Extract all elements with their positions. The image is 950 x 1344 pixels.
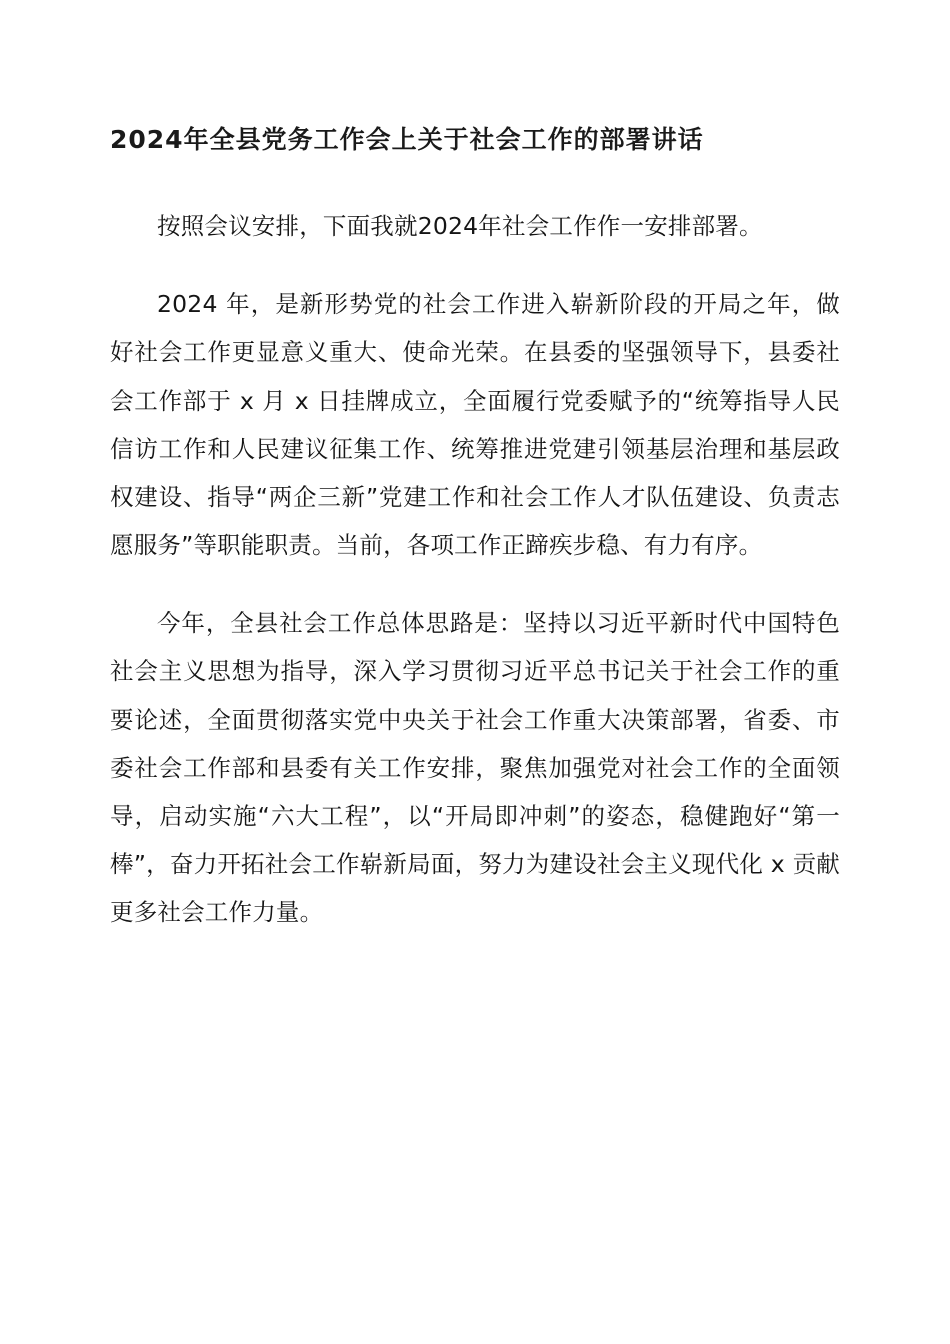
paragraph-3: 今年，全县社会工作总体思路是：坚持以习近平新时代中国特色社会主义思想为指导，深入学习贯彻习近平总书记关于社会工作的重要论述，全面贯彻落实党中央关于社会工作重大决策部署，省委、市委社会工作部和县委有关工作安排，聚焦加强党对社会工作的全面领导，启动实施“六大工程”，以“开局即冲刺”的姿态，稳健跑好“第一棒”，奋力开拓社会工作崭新局面，努力为建设社会主义现代化 x 贡献更多社会工作力量。: [110, 609, 840, 927]
paragraph-1: 按照会议安排，下面我就2024年社会工作作一安排部署。: [157, 212, 763, 240]
paragraph-2: 2024 年，是新形势党的社会工作进入崭新阶段的开局之年，做好社会工作更显意义重大、使命光荣。在县委的坚强领导下，县委社会工作部于 x 月 x 日挂牌成立，全面履行党委赋予的“统筹指导人民信访工作和人民建议征集工作、统筹推进党建引领基层治理和基层政权建设、指导“两企三新”党建工作和社会工作人才队伍建设、负责志愿服务”等职能职责。当前，各项工作正蹄疾步稳、有力有序。: [110, 290, 840, 560]
document-body: [110, 202, 840, 936]
page-title: 2024年全县党务工作会上关于社会工作的部署讲话: [110, 125, 704, 154]
